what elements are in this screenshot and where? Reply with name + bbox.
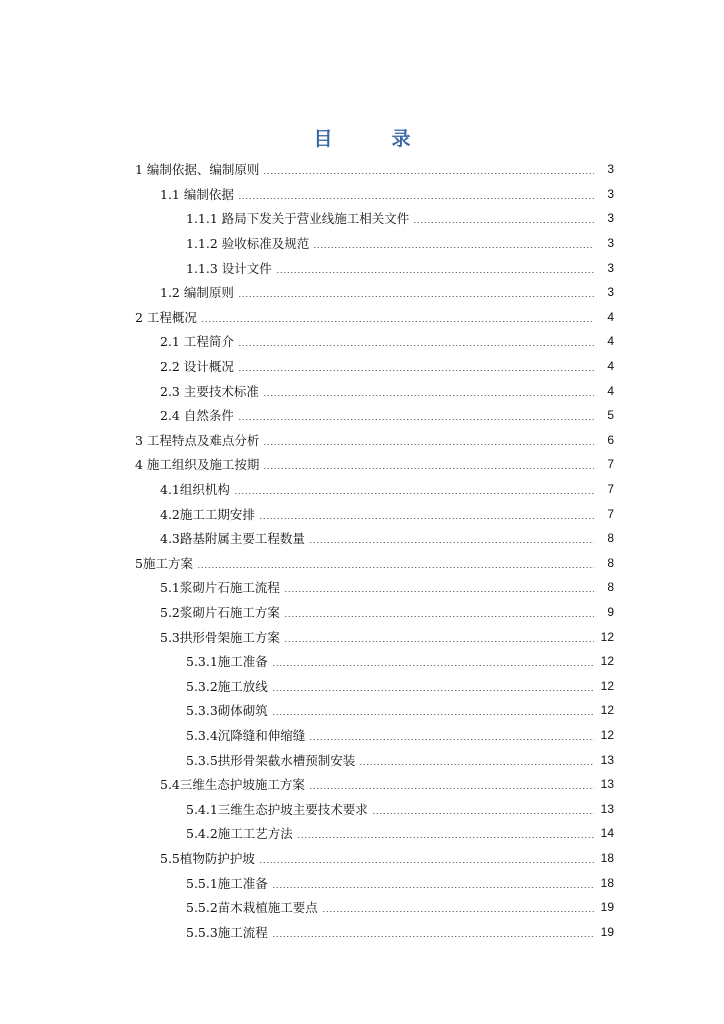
toc-entry-label: 5.3.1施工准备 — [186, 654, 268, 670]
toc-entry[interactable] — [0, 501, 724, 526]
toc-entry[interactable] — [0, 157, 724, 182]
dot-leader — [272, 665, 594, 666]
dot-leader — [238, 345, 594, 346]
toc-entry[interactable] — [0, 624, 724, 649]
dot-leader — [238, 296, 594, 297]
toc-entry[interactable] — [0, 477, 724, 502]
dot-leader — [272, 690, 594, 691]
dot-leader — [238, 370, 594, 371]
toc-entry[interactable] — [0, 846, 724, 871]
toc-entry-label: 4 施工组织及施工按期 — [135, 457, 260, 473]
dot-leader — [272, 887, 594, 888]
toc-entry-label: 5.5植物防护护坡 — [160, 850, 255, 866]
dot-leader — [284, 641, 594, 642]
toc-entry-page-number: 12 — [600, 727, 614, 742]
toc-entry-label: 5.3拱形骨架施工方案 — [160, 629, 280, 645]
toc-entry-page-number: 18 — [600, 875, 614, 890]
toc-entry[interactable] — [0, 772, 724, 797]
toc-entry-page-number: 8 — [607, 555, 614, 570]
dot-leader — [272, 714, 594, 715]
toc-entry-page-number: 7 — [607, 457, 614, 472]
dot-leader — [309, 788, 594, 789]
toc-entry[interactable] — [0, 206, 724, 231]
toc-entry-page-number: 3 — [607, 211, 614, 226]
dot-leader — [263, 173, 594, 174]
toc-entry-page-number: 7 — [607, 506, 614, 521]
toc-entry-page-number: 19 — [600, 924, 614, 939]
toc-entry-label: 4.3路基附属主要工程数量 — [160, 531, 305, 547]
toc-entry-label: 1.1.2 验收标准及规范 — [186, 236, 310, 252]
dot-leader — [372, 813, 594, 814]
dot-leader — [309, 739, 594, 740]
toc-entry[interactable] — [0, 821, 724, 846]
toc-entry[interactable] — [0, 723, 724, 748]
toc-entry-label: 5.3.2施工放线 — [186, 678, 268, 694]
dot-leader — [234, 493, 594, 494]
toc-entry[interactable] — [0, 280, 724, 305]
toc-entry-page-number: 6 — [607, 432, 614, 447]
toc-entry-label: 5.1浆砌片石施工流程 — [160, 580, 280, 596]
toc-entry[interactable] — [0, 919, 724, 944]
toc-entry-label: 5.5.2苗木栽植施工要点 — [186, 900, 318, 916]
toc-entry-label: 5.5.1施工准备 — [186, 875, 268, 891]
toc-entry-label: 2.1 工程简介 — [160, 334, 234, 350]
toc-entry-label: 5.3.5拱形骨架截水槽预制安装 — [186, 752, 356, 768]
toc-entry-page-number: 4 — [607, 334, 614, 349]
toc-entry[interactable] — [0, 182, 724, 207]
toc-entry-page-number: 19 — [600, 900, 614, 915]
toc-entry[interactable] — [0, 673, 724, 698]
toc-entry-label: 4.1组织机构 — [160, 482, 230, 498]
toc-entry-page-number: 18 — [600, 850, 614, 865]
toc-entry[interactable] — [0, 428, 724, 453]
toc-entry-label: 2.4 自然条件 — [160, 408, 234, 424]
dot-leader — [263, 395, 594, 396]
toc-title: 目 录 — [313, 128, 431, 150]
toc-entry-label: 5.5.3施工流程 — [186, 924, 268, 940]
toc-entry-page-number: 12 — [600, 678, 614, 693]
dot-leader — [201, 321, 594, 322]
dot-leader — [276, 272, 594, 273]
dot-leader — [322, 911, 594, 912]
toc-entry-page-number: 13 — [600, 801, 614, 816]
dot-leader — [309, 542, 594, 543]
toc-entry-page-number: 3 — [607, 285, 614, 300]
toc-entry[interactable] — [0, 649, 724, 674]
dot-leader — [263, 468, 594, 469]
toc-entry-page-number: 3 — [607, 236, 614, 251]
toc-entry-page-number: 3 — [607, 186, 614, 201]
dot-leader — [297, 837, 594, 838]
toc-entry-page-number: 13 — [600, 777, 614, 792]
toc-entry-label: 5.3.4沉降缝和伸缩缝 — [186, 727, 306, 743]
dot-leader — [272, 936, 594, 937]
toc-entry[interactable] — [0, 452, 724, 477]
toc-entry-page-number: 4 — [607, 383, 614, 398]
toc-entry-label: 1 编制依据、编制原则 — [135, 162, 260, 178]
toc-entry-label: 1.1.1 路局下发关于营业线施工相关文件 — [186, 211, 410, 227]
toc-entry-page-number: 8 — [607, 531, 614, 546]
toc-entry-label: 5.3.3砌体砌筑 — [186, 703, 268, 719]
toc-entry-page-number: 4 — [607, 309, 614, 324]
toc-entry[interactable] — [0, 895, 724, 920]
toc-entry-label: 2.3 主要技术标准 — [160, 383, 259, 399]
toc-entry[interactable] — [0, 329, 724, 354]
toc-entry-page-number: 9 — [607, 604, 614, 619]
table-of-contents — [0, 157, 724, 944]
toc-entry-label: 5.4三维生态护坡施工方案 — [160, 777, 305, 793]
toc-entry[interactable] — [0, 255, 724, 280]
toc-entry[interactable] — [0, 870, 724, 895]
toc-entry-label: 2 工程概况 — [135, 309, 197, 325]
toc-entry[interactable] — [0, 354, 724, 379]
dot-leader — [313, 247, 594, 248]
toc-entry-label: 1.1 编制依据 — [160, 186, 234, 202]
dot-leader — [284, 591, 594, 592]
dot-leader — [259, 862, 594, 863]
toc-entry-page-number: 7 — [607, 482, 614, 497]
toc-entry-label: 2.2 设计概况 — [160, 359, 234, 375]
toc-entry[interactable] — [0, 575, 724, 600]
toc-entry-page-number: 12 — [600, 654, 614, 669]
toc-entry[interactable] — [0, 747, 724, 772]
toc-entry-page-number: 13 — [600, 752, 614, 767]
dot-leader — [238, 419, 594, 420]
toc-entry-label: 5施工方案 — [135, 555, 193, 571]
toc-entry-label: 5.4.2施工工艺方法 — [186, 826, 293, 842]
toc-entry-label: 1.2 编制原则 — [160, 285, 234, 301]
toc-entry[interactable] — [0, 796, 724, 821]
dot-leader — [259, 518, 594, 519]
toc-entry-page-number: 3 — [607, 162, 614, 177]
toc-entry-page-number: 3 — [607, 260, 614, 275]
dot-leader — [263, 444, 594, 445]
toc-entry[interactable] — [0, 551, 724, 576]
toc-entry-page-number: 12 — [600, 629, 614, 644]
dot-leader — [238, 198, 594, 199]
dot-leader — [413, 222, 594, 223]
toc-entry[interactable] — [0, 378, 724, 403]
toc-entry-page-number: 5 — [607, 408, 614, 423]
toc-entry[interactable] — [0, 305, 724, 330]
toc-entry[interactable] — [0, 403, 724, 428]
toc-entry[interactable] — [0, 698, 724, 723]
toc-entry-page-number: 12 — [600, 703, 614, 718]
toc-entry-label: 3 工程特点及难点分析 — [135, 432, 260, 448]
toc-entry-label: 5.4.1三维生态护坡主要技术要求 — [186, 801, 368, 817]
toc-entry-page-number: 14 — [600, 826, 614, 841]
dot-leader — [359, 764, 594, 765]
toc-entry-label: 4.2施工工期安排 — [160, 506, 255, 522]
toc-entry-page-number: 4 — [607, 359, 614, 374]
dot-leader — [284, 616, 594, 617]
toc-entry-label: 5.2浆砌片石施工方案 — [160, 604, 280, 620]
toc-entry-page-number: 8 — [607, 580, 614, 595]
toc-entry[interactable] — [0, 600, 724, 625]
toc-entry[interactable] — [0, 526, 724, 551]
dot-leader — [197, 567, 594, 568]
toc-entry[interactable] — [0, 231, 724, 256]
toc-entry-label: 1.1.3 设计文件 — [186, 260, 272, 276]
